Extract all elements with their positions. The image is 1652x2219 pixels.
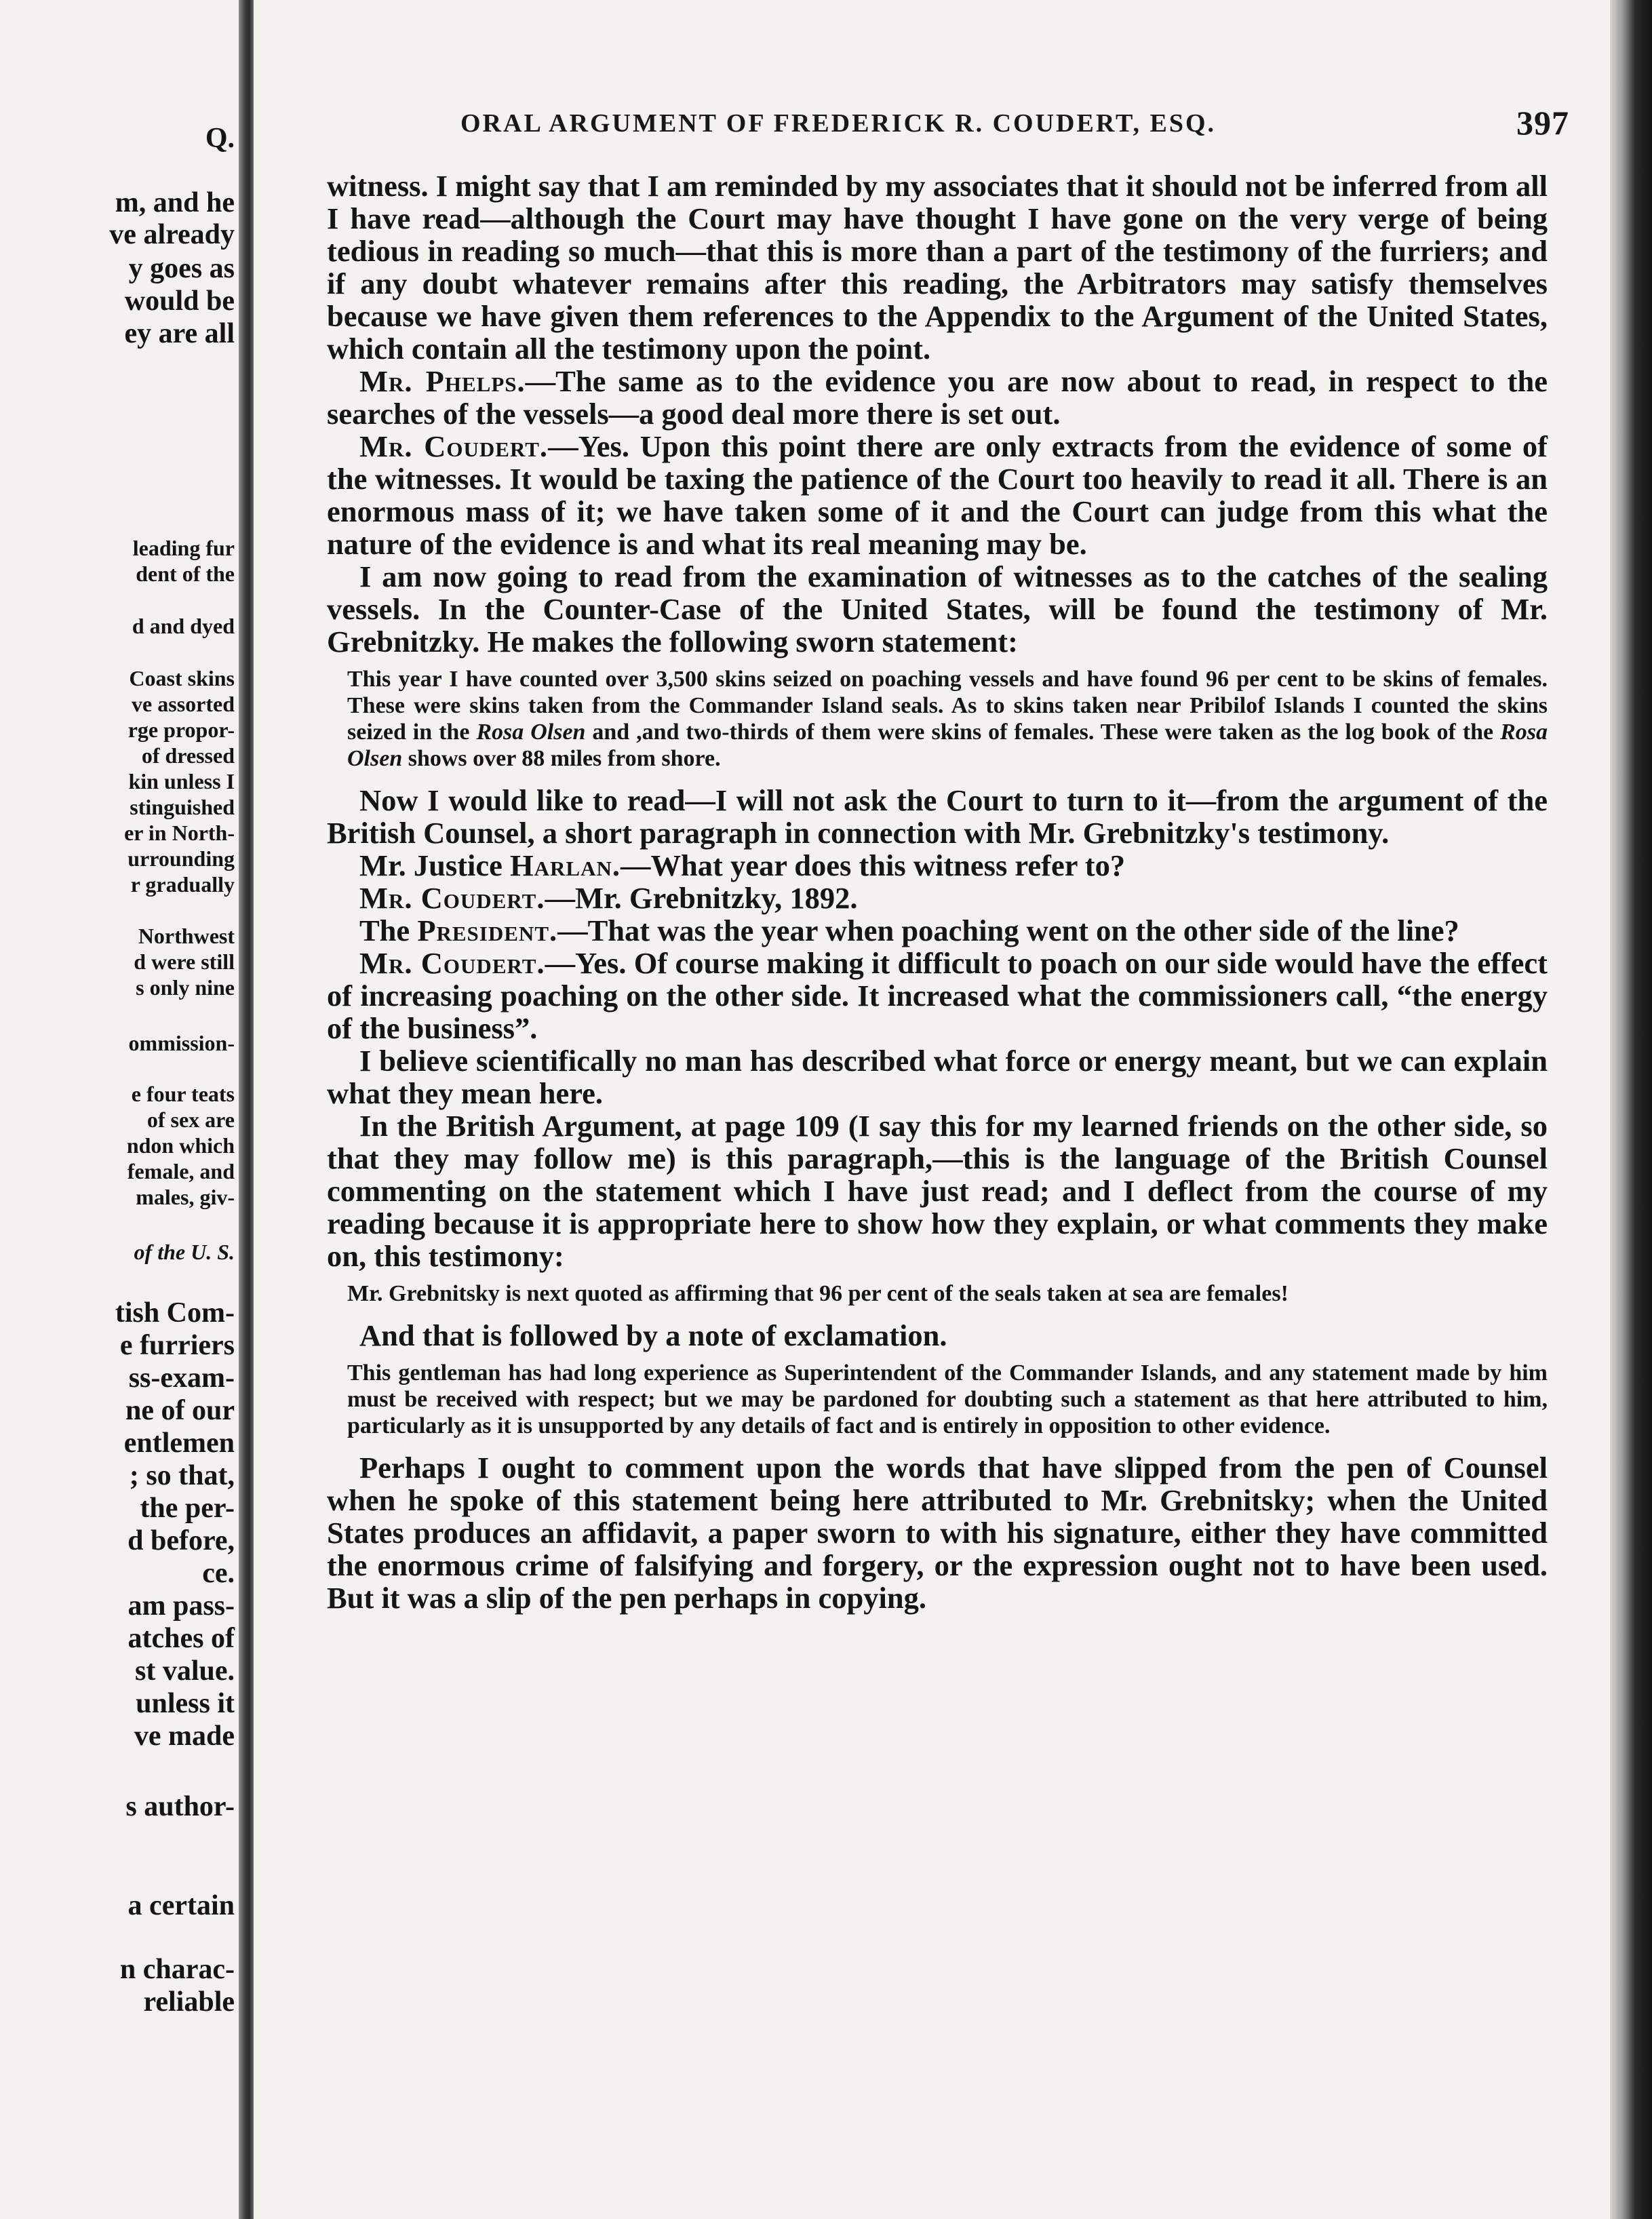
left-page-line: ss-exam- <box>128 1362 235 1394</box>
block-quote-british-1: Mr. Grebnitsky is next quoted as affirming that 96 per cent of the seals taken at sea are females! <box>347 1281 1289 1306</box>
left-page-line: ce. <box>202 1558 235 1589</box>
speaker-coudert: Mr. Coudert. <box>359 881 545 915</box>
left-page-line: ne of our <box>125 1395 235 1426</box>
left-page-line: Q. <box>205 123 235 154</box>
paragraph-2 <box>327 365 1548 430</box>
paragraph-9-text: —Yes. Of course making it difficult to poach on our side would have the effect of increasing poaching on the other side. It increased what the commissioners call, “the energy of the business”. <box>327 946 1548 1045</box>
left-page-line: d before, <box>127 1525 235 1556</box>
quote-1-part-c: ,and two-thirds of them were skins of females. These were taken as the log book of the <box>636 720 1501 745</box>
left-page-line: would be <box>124 286 235 317</box>
block-quote-british-2: This gentleman has had long experience as Superintendent of the Commander Islands, and any statement made by him must be received with respect; but we may be pardoned for doubting such a statement as that here attributed to him, particularly as it is unsupported by any details of fact and is entirely in opposition to other evidence. <box>347 1360 1548 1438</box>
paragraph-9 <box>327 947 1548 1044</box>
paragraph-3 <box>327 430 1548 560</box>
left-page-line: female, and <box>127 1159 235 1183</box>
left-page-line: er in North- <box>124 821 235 845</box>
speaker-harlan: Harlan. <box>510 848 621 882</box>
paragraph-8-text: —That was the year when poaching went on the other side of the line? <box>557 914 1459 947</box>
left-page-line: Coast skins <box>129 666 235 690</box>
paragraph-7 <box>327 882 1548 914</box>
speaker-phelps: Mr. Phelps. <box>359 364 526 398</box>
paragraph-13: Perhaps I ought to comment upon the words that have slipped from the pen of Counsel when he spoke of this statement being here attributed to Mr. Grebnitsky; when the United States produces an affidavit, a paper sworn to with his signature, either they have committed the enormous crime of falsifying and forgery, or the expression ought not to have been used. But it was a slip of the pen perhaps in copying. <box>327 1451 1548 1615</box>
right-page <box>254 0 1610 2219</box>
book-gutter <box>239 0 254 2219</box>
block-quote-grebnitzky <box>347 666 1548 772</box>
quote-1-part-b: and <box>585 720 637 745</box>
paragraph-8 <box>327 914 1548 947</box>
left-page-line: ve made <box>134 1721 235 1752</box>
paragraph-7-text: —Mr. Grebnitzky, 1892. <box>545 881 858 915</box>
left-page-line: of sex are <box>146 1107 235 1132</box>
left-page-line: ve assorted <box>132 692 235 716</box>
left-page-line: ve already <box>109 219 235 250</box>
left-page-line: ey are all <box>124 318 235 349</box>
left-page-line: am pass- <box>127 1590 235 1622</box>
speaker-president: President. <box>417 914 558 947</box>
paragraph-3-text: —Yes. Upon this point there are only extracts from the evidence of some of the witnesses. It would be taxing the patience of the Court too heavily to read it all. There is an enormous mass of it; we have taken some of it and the Court can judge from this what the nature of the evidence is and what its real meaning may be. <box>327 429 1548 561</box>
left-page-line: the per- <box>140 1493 235 1524</box>
left-page-line: d were still <box>134 949 235 974</box>
left-page-line: r gradually <box>130 872 235 897</box>
left-page-line: ndon which <box>126 1133 235 1158</box>
body-text <box>327 170 1548 1614</box>
left-page-line: of the U. S. <box>134 1240 235 1264</box>
left-page-line: dent of the <box>136 562 235 586</box>
left-page-line: atches of <box>127 1623 235 1654</box>
left-page-line: kin unless I <box>128 769 235 793</box>
left-page-line: reliable <box>143 1986 235 2018</box>
page-edge <box>1610 0 1652 2219</box>
speaker-coudert: Mr. Coudert. <box>359 946 545 980</box>
left-page-line: ommission- <box>128 1031 235 1055</box>
paragraph-6-text: —What year does this witness refer to? <box>621 848 1126 882</box>
left-page-line: rge propor- <box>127 718 235 742</box>
left-page-line: urrounding <box>127 846 235 871</box>
left-page-line: of dressed <box>141 743 235 768</box>
left-page-line: tish Com- <box>115 1297 235 1329</box>
left-page-line: d and dyed <box>132 614 235 638</box>
left-page-line: leading fur <box>132 536 235 560</box>
left-page-line: unless it <box>136 1688 235 1719</box>
ship-name: Rosa Olsen <box>347 720 1548 771</box>
quote-1-part-a: This year I have counted over 3,500 skins seized on poaching vessels and have found 96 per cent to be skins of females. These were skins taken from the Commander Island seals. As to skins taken near Pribilof Islands I counted the skins seized in the <box>347 667 1548 745</box>
paragraph-11: In the British Argument, at page 109 (I say this for my learned friends on the other side, so that they may follow me) is this paragraph,—this is the language of the British Counsel commenting on the statement which I have just read; and I deflect from the course of my reading because it is appropriate here to show how they explain, or what comments they make on, this testimony: <box>327 1109 1548 1273</box>
left-page-line: males, giv- <box>136 1185 235 1209</box>
left-page-line: a certain <box>127 1890 235 1921</box>
left-page-line: m, and he <box>115 187 235 218</box>
left-page-line: st value. <box>135 1655 235 1687</box>
left-page-fragment <box>0 0 239 2219</box>
left-page-line: entlemen <box>123 1428 235 1459</box>
left-page-line: y goes as <box>128 253 235 284</box>
paragraph-1: witness. I might say that I am reminded by my associates that it should not be inferred from all I have read—although the Court may have thought I have gone on the very verge of being tedious in reading so much—that this is more than a part of the testimony of the furriers; and if any doubt whatever remains after this reading, the Arbitrators may satisfy themselves because we have given them references to the Appendix to the Argument of the United States, which contain all the testimony upon the point. <box>327 169 1548 366</box>
left-page-line: Northwest <box>138 924 235 948</box>
left-page-line: stinguished <box>130 795 235 819</box>
speaker-coudert: Mr. Coudert. <box>359 429 549 463</box>
paragraph-2-text: —The same as to the evidence you are now about to read, in respect to the searches of the vessels—a good deal more there is set out. <box>327 364 1548 431</box>
paragraph-10: I believe scientifically no man has described what force or energy meant, but we can explain what they mean here. <box>327 1044 1548 1110</box>
ship-name: Rosa Olsen <box>476 720 586 745</box>
prefix: Mr. Justice <box>359 848 511 882</box>
left-page-line: n charac- <box>119 1954 235 1985</box>
page-number: 397 <box>1516 104 1569 142</box>
paragraph-12: And that is followed by a note of exclamation. <box>359 1318 947 1352</box>
left-page-line: ; so that, <box>129 1460 235 1491</box>
left-page-line: e four teats <box>131 1082 235 1106</box>
prefix: The <box>359 914 418 947</box>
paragraph-5: Now I would like to read—I will not ask the Court to turn to it—from the argument of the British Counsel, a short paragraph in connection with Mr. Grebnitzky's testimony. <box>327 783 1548 850</box>
running-head-title: ORAL ARGUMENT OF FREDERICK R. COUDERT, ESQ. <box>460 109 1217 138</box>
quote-1-part-d: shows over 88 miles from shore. <box>402 746 721 771</box>
left-page-line: s only nine <box>136 975 235 1000</box>
left-page-line: s author- <box>125 1791 235 1822</box>
paragraph-6 <box>327 849 1548 882</box>
left-page-line: e furriers <box>119 1330 235 1361</box>
paragraph-4: I am now going to read from the examination of witnesses as to the catches of the sealing vessels. In the Counter-Case of the United States, will be found the testimony of Mr. Grebnitzky. He makes the following sworn statement: <box>327 559 1548 659</box>
